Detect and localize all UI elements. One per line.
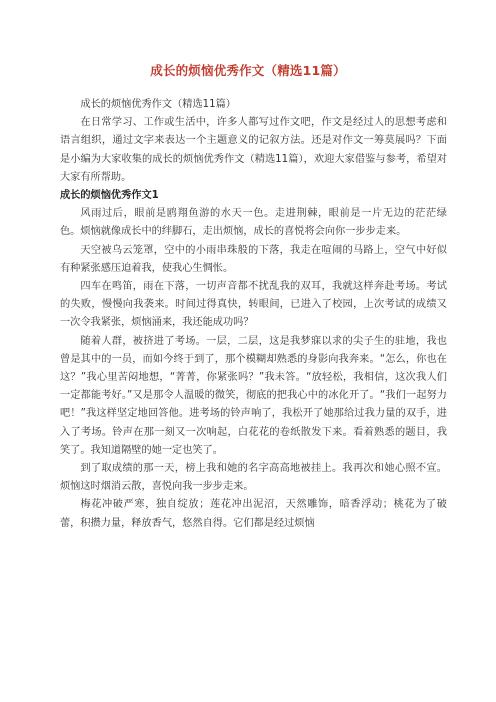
section-heading: 成长的烦恼优秀作文1 bbox=[60, 190, 159, 202]
paragraph: 天空被乌云笼罩，空中的小雨串珠般的下落，我走在喧闹的马路上，空气中好似有种紧张感压迫着我，使我心生惆怅。 bbox=[60, 244, 447, 274]
paragraph: 四车在鸣笛，雨在下落，一切声音都不扰乱我的双耳，我就这样奔赴考场。考试的失败，慢慢向我袭来。时间过得真快，转眼间，已进入了校园，上次考试的成绩又一次令我紧张，烦恼涌来，我还能成功吗？ bbox=[60, 281, 447, 329]
document-body bbox=[60, 96, 447, 533]
paragraph: 风雨过后，眼前是鸥翔鱼游的水天一色。走进荆棘，眼前是一片无边的茫茫绿色。烦恼就像成长中的绊脚石，走出烦恼，成长的喜悦将会向你一步步走来。 bbox=[60, 208, 447, 238]
paragraph: 到了取成绩的那一天，榜上我和她的名字高高地被挂上。我再次和她心照不宣。烦恼这时烟消云散，喜悦向我一步步走来。 bbox=[60, 463, 447, 493]
paragraph: 成长的烦恼优秀作文（精选11篇） bbox=[80, 99, 236, 110]
paragraph: 梅花冲破严寒，独自绽放；莲花冲出泥沼，天然雕饰，暗香浮动；桃花为了破蕾，积攒力量，释放香气，悠然自得。它们都是经过烦恼 bbox=[60, 499, 447, 529]
paragraph: 在日常学习、工作或生活中，许多人都写过作文吧，作文是经过人的思想考虑和语言组织，通过文字来表达一个主题意义的记叙方法。还是对作文一筹莫展吗？下面是小编为大家收集的成长的烦恼优秀作文（精选11篇），欢迎大家借鉴与参考，希望对大家有所帮助。 bbox=[60, 117, 447, 183]
document-title: 成长的烦恼优秀作文（精选11篇） bbox=[150, 63, 346, 78]
paragraph: 随着人群，被挤进了考场。一层，二层，这是我梦寐以求的尖子生的驻地，我也曾是其中的一员，而如今终于到了，那个模糊却熟悉的身影向我奔来。“怎么，你也在这？”我心里苦闷地想，“菁菁，你紧张吗？”我未答。“放轻松，我相信，这次我人们一定都能考好。”又是那令人温暖的微笑，彻底的把我心中的冰化开了。“我们一起努力吧！”我这样坚定地回答他。进考场的铃声响了，我松开了她那给过我力量的双手，进入了考场。铃声在那一刻又一次响起，白花花的卷纸散发下来。看着熟悉的题目，我笑了。我知道隔壁的她一定也笑了。 bbox=[60, 335, 447, 456]
